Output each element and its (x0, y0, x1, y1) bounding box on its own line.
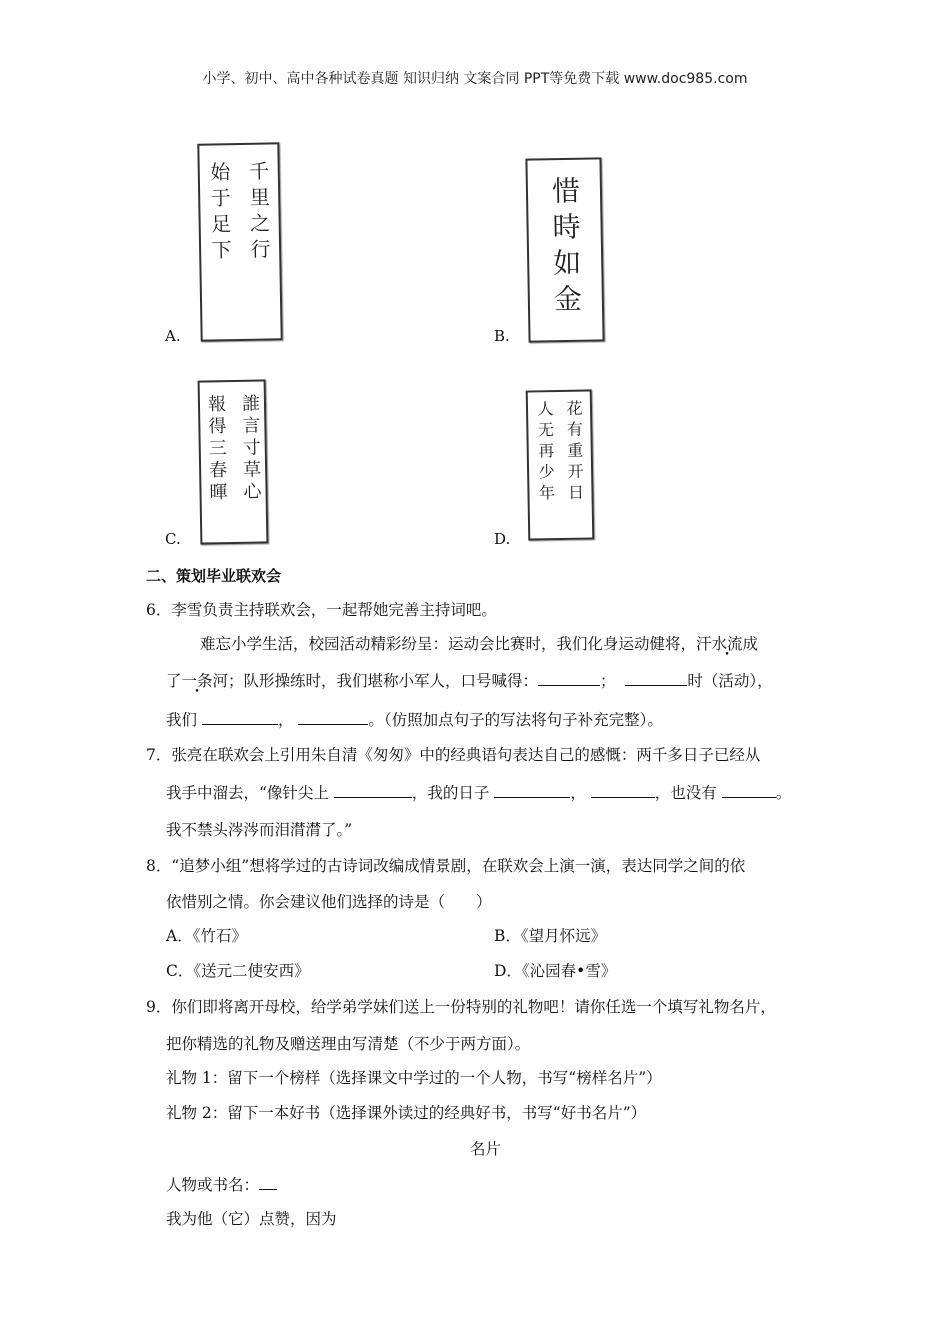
card-title: 名片 (470, 1140, 502, 1158)
q7-line-1: 7．张亮在联欢会上引用朱自清《匆匆》中的经典语句表达自己的感慨：两千多日子已经从 (146, 746, 761, 764)
q6-blank-4[interactable] (298, 710, 368, 725)
q7-line-2-text-c: ， (570, 784, 586, 802)
calligraphy-scroll-b (525, 157, 604, 342)
q7-blank-2[interactable] (494, 783, 570, 798)
q8-option-b[interactable]: B．《望月怀远》 (494, 927, 607, 945)
card-name-label: 人物或书名： (166, 1176, 260, 1194)
q9-gift-1: 礼物 1：留下一个榜样（选择课文中学过的一个人物，书写“榜样名片”） (166, 1069, 662, 1087)
q7-line-2 (166, 783, 791, 803)
q6-line-1 (200, 634, 758, 654)
q6-blank-2[interactable] (625, 671, 687, 686)
scroll-c-col-1: 誰言寸草心 (238, 393, 262, 504)
q8-option-c[interactable]: C．《送元二使安西》 (166, 962, 310, 980)
card-name-row (166, 1175, 277, 1195)
q9-gift-2: 礼物 2：留下一本好书（选择课外读过的经典好书，书写“好书名片”） (166, 1104, 647, 1122)
q6-line-3-text-c: 。（仿照加点句子的写法将句子补充完整）。 (368, 711, 663, 729)
scroll-a-col-1: 千里之行 (245, 160, 272, 265)
q8-line-2: 依惜别之情。你会建议他们选择的诗是（ ） (166, 893, 492, 911)
scroll-c-col-2: 報得三春暉 (204, 394, 228, 505)
calligraphy-scroll-a (197, 142, 282, 341)
q6-blank-3[interactable] (202, 710, 278, 725)
section-2-title: 二、策划毕业联欢会 (146, 567, 282, 585)
q6-blank-1[interactable] (538, 671, 600, 686)
q6-stem: 6．李雪负责主持联欢会，一起帮她完善主持词吧。 (146, 601, 497, 619)
q8-option-a[interactable]: A．《竹石》 (166, 927, 247, 945)
q7-line-3: 我不禁头涔涔而泪潸潸了。” (166, 821, 353, 839)
q6-line-3-text-a: 我们 (166, 711, 198, 729)
q6-line-2-text-c: 时（活动）， (687, 672, 773, 690)
q7-line-2-text-a: 我手中溜去，“像针尖上 (166, 784, 329, 802)
q7-line-2-text-d: ，也没有 (654, 784, 717, 802)
q6-dotted-text-2: 了一条河 (166, 672, 229, 690)
q8-line-1: 8．“追梦小组”想将学过的古诗词改编成情景剧，在联欢会上演一演，表达同学之间的依 (146, 857, 746, 875)
q7-blank-4[interactable] (722, 783, 776, 798)
q9-line-2: 把你精选的礼物及赠送理由写清楚（不少于两方面）。 (166, 1035, 531, 1053)
scroll-a-col-2: 始于足下 (206, 161, 233, 266)
scroll-b-col-1: 惜時如金 (547, 175, 584, 321)
q7-line-2-text-b: ，我的日子 (411, 784, 490, 802)
card-name-blank[interactable] (259, 1175, 277, 1190)
scroll-d-col-1: 花有重开日 (563, 399, 585, 505)
option-d-label: D. (494, 530, 511, 548)
q6-line-3 (166, 710, 663, 730)
q6-line-1-text: 难忘小学生活，校园活动精彩纷呈：运动会比赛时，我们化身运动健将， (200, 635, 697, 653)
page-header: 小学、初中、高中各种试卷真题 知识归纳 文案合同 PPT等免费下载 www.doc985.com (202, 71, 748, 87)
option-c-label: C. (165, 530, 181, 548)
calligraphy-scroll-c (198, 379, 269, 544)
q8-option-d[interactable]: D．《沁园春•雪》 (494, 962, 617, 980)
option-b-label: B. (494, 327, 510, 345)
q6-line-2 (166, 671, 773, 691)
scroll-d-col-2: 人无再少年 (534, 400, 556, 506)
q9-line-1: 9．你们即将离开母校，给学弟学妹们送上一份特别的礼物吧！请你任选一个填写礼物名片， (146, 998, 776, 1016)
card-praise: 我为他（它）点赞，因为 (166, 1210, 337, 1228)
q6-line-3-text-b: ， (277, 711, 294, 729)
q6-dotted-text-1: 汗水流成 (696, 635, 759, 653)
q6-line-2-text-b: ； (600, 672, 616, 690)
q6-line-2-text-a: ；队形操练时，我们堪称小军人，口号喊得： (228, 672, 539, 690)
option-a-label: A. (165, 327, 181, 345)
q7-blank-3[interactable] (591, 783, 655, 798)
calligraphy-scroll-d (526, 389, 595, 540)
q7-line-2-text-e: 。 (775, 784, 792, 802)
q7-blank-1[interactable] (334, 783, 412, 798)
